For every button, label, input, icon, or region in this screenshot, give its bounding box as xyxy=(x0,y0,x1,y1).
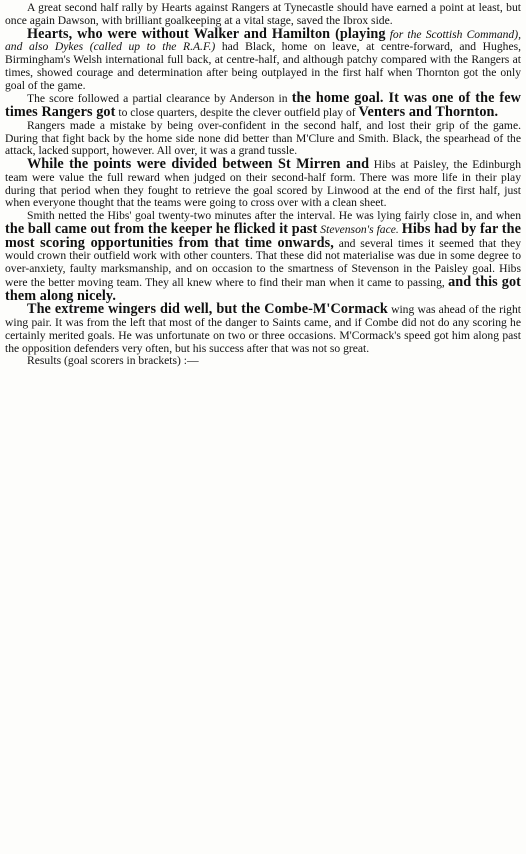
text-segment: to close quarters, despite the clever outfield play of xyxy=(115,106,359,119)
paragraph-hibs-goal xyxy=(5,210,521,303)
text-segment: Hibs had by far the most scoring opportunities from that time onwards, xyxy=(5,220,521,251)
text-segment: and several times it seemed that they would crown their outfield work with other counters. That these did not materialise was due in some degree to over-anxiety, faulty marksmanship, and on occasion to the smartness of Stevenson in the Paisley goal. Hibs were the better moving team. They all knew where to find their man when it came to passing, xyxy=(5,236,521,289)
text-segment: wing was ahead of the right wing pair. It was from the left that most of the danger to Saints came, and if Combe did not do any scoring he certainly merited goals. He was unfortunate on two or three occasions. M'Cormack's speed got him along past the opposition defenders very often, but his success after that was not so great. xyxy=(5,303,521,355)
text-segment: Rangers made a mistake by being over-confident in the second half, and lost their grip of the game. During that fight back by the home side none did better than M'Clure and Smith. Black, the spearhead of the attack, lacked support, however. All over, it was a grand tussle. xyxy=(5,118,521,158)
text-segment: While the points were divided between St Mirren and xyxy=(27,156,370,172)
text-segment: Venters and Thornton. xyxy=(358,104,499,120)
results-heading: Results (goal scorers in brackets) :— xyxy=(27,354,199,368)
text-segment: the home goal. It was one of the few times Rangers got xyxy=(5,90,521,120)
text-segment: Hearts, who were without Walker and Hamilton (playing xyxy=(27,25,386,42)
text-segment: the ball came out from the keeper he flicked it past xyxy=(5,220,318,237)
match-report-article xyxy=(5,2,521,368)
text-segment: The score followed a partial clearance by Anderson in xyxy=(27,92,292,106)
text-segment: The extreme wingers did well, but the Combe-M'Cormack xyxy=(27,301,388,318)
paragraph-wingers xyxy=(5,303,521,355)
text-segment: Stevenson's face. xyxy=(317,222,399,236)
text-segment: Smith netted the Hibs' goal twenty-two minutes after the interval. He was lying fairly close in, and when xyxy=(27,209,521,222)
text-segment: for the Scottish Command), and also Dykes (called up to the R.A.F.) xyxy=(5,27,521,54)
text-segment: had Black, home on leave, at centre-forward, and Hughes, Birmingham's Welsh international full back, at centre-half, and although patchy compared with the Rangers at times, showed courage and determination after being outplayed in the first half when Thornton got the only goal of the game. xyxy=(5,40,521,92)
paragraph-hearts-rangers-intro xyxy=(5,2,521,28)
paragraph-hearts-team-news xyxy=(5,25,521,93)
paragraph-st-mirren-hibs xyxy=(5,158,521,210)
paragraph-rangers-second-half xyxy=(5,120,521,158)
text-segment: A great second half rally by Hearts against Rangers at Tynecastle should have earned a point at least, but once again Dawson, with brilliant goalkeeping at a vital stage, saved the Ibrox side. xyxy=(5,1,521,27)
paragraph-score-detail xyxy=(5,92,521,120)
text-segment: and this got them along nicely. xyxy=(5,273,521,304)
text-segment: Hibs at Paisley, the Edinburgh team were value the full reward when judged on their second-half form. There was more life in their play during that period when they fought to retrieve the goal scored by Linwood at the end of the first half, just when everyone thought that the teams were going to cross over with a clean sheet. xyxy=(5,158,521,210)
